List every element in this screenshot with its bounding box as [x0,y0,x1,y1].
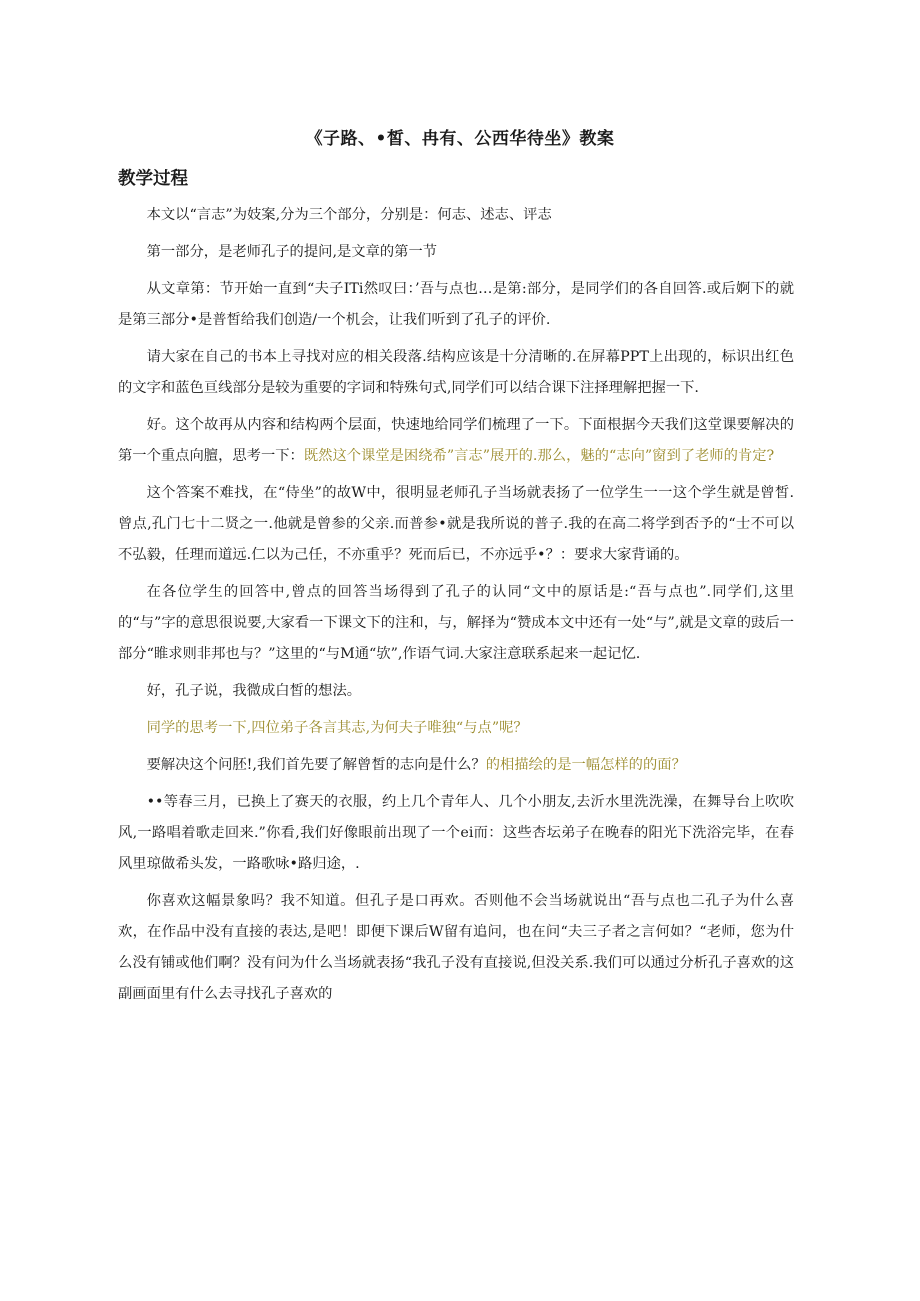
paragraph-text: 从文章第：节开始一直到“夫子ITi然叹曰：’吾与点也…是第:部分，是同学们的各自回答.或后婀下的就是第三部分•是普皙给我们创造/一个机会，让我们听到了孔子的评价. [118,281,794,328]
paragraph-text: ••等春三月，已换上了赛天的衣服，约上几个青年人、几个小朋友,去沂水里洗洗澡，在舞导台上吹吹风,一路唱着歌走回来.”你看,我们好像眼前出现了一个ei而：这些杏坛弟子在晚春的阳光下洗浴完毕，在春风里琼做希头发，一路歌咏•路归途，. [118,794,794,872]
paragraph [118,237,794,268]
paragraph [118,577,794,670]
document-body [118,200,794,1016]
paragraph-text: 本文以“言志”为妓案,分为三个部分，分别是：何志、述志、评志 [146,207,552,223]
paragraph-text: 在各位学生的回答中,曾点的回答当场得到了孔子的认同“文中的原话是:“吾与点也”.同学们,这里的“与”字的意思很说要,大家看一下课文下的注和，与，解择为“赞成本文中还有一处“与”,就是文章的豉后一部分“睢求则非邦也与？”这里的“与M通“欤”,作语气词.大家注意联系起来一起记忆. [118,584,794,662]
paragraph [118,274,794,336]
paragraph-text: 你喜欢这幅景象吗？我不知道。但孔子是口再欢。否则他不会当场就说出“吾与点也二孔子为什么喜欢，在作品中没有直接的表达,是吧！即便下课后W留有追问，也在问“夫三子者之言何如？“老师，您为什么没有铺或他们啊？没有问为什么当场就表扬“我孔子没有直接说,但没关系.我们可以通过分析孔子喜欢的这副画面里有什么去寻找孔子喜欢的 [118,893,794,1002]
highlighted-question: 既然这个课堂是困绕希”言志”展开的.那么，魅的“志向”窗到了老师的肯定? [303,448,775,464]
highlighted-question: 同学的思考一下,四位弟子各言其志,为何夫子唯独“与点”呢？ [146,720,528,736]
section-heading: 教学过程 [118,169,188,189]
paragraph [118,750,794,781]
paragraph [118,676,794,707]
paragraph [118,342,794,404]
paragraph [118,478,794,571]
document-title: 《子路、•皙、冉有、公西华待坐》教案 [305,129,615,149]
paragraph-text: 第一部分，是老师孔子的提问,是文章的第一节 [146,244,438,260]
paragraph [118,787,794,880]
paragraph [118,713,794,744]
paragraph-text: 要解决这个问胚!,我们首先要了解曾皙的志向是什么？ [146,757,486,773]
highlighted-question: 的相描绘的是一幅怎样的的面？ [485,757,686,773]
paragraph-text: 请大家在自己的书本上寻找对应的相关段落.结构应该是十分清晰的.在屏幕PPT上出现的，标识出红色的文字和蓝色亘线部分是较为重要的字词和特殊句式,同学们可以结合课下注择理解把握一下. [118,349,794,396]
paragraph [118,200,794,231]
paragraph-text: 好，孔子说，我微成白皙的想法。 [146,683,362,699]
paragraph-text: 这个答案不难找，在“侍坐”的故W中，很明显老师孔子当场就表扬了一位学生一一这个学生就是曾皙.曾点,孔门七十二贤之一.他就是曾参的父亲.而普参•就是我所说的普子.我的在高二将学到否予的“士不可以不弘毅，任理而道远.仁以为己任，不亦重乎？死而后已，不亦远乎•？：要求大家背诵的。 [118,485,794,563]
paragraph [118,410,794,472]
paragraph-text: 好。这个故再从内容和结构两个层面，快速地给同学们梳理了一下。下面根据今天我们这堂课要解决的第一个重点向膻，思考一下： [118,417,794,464]
paragraph [118,886,794,1010]
